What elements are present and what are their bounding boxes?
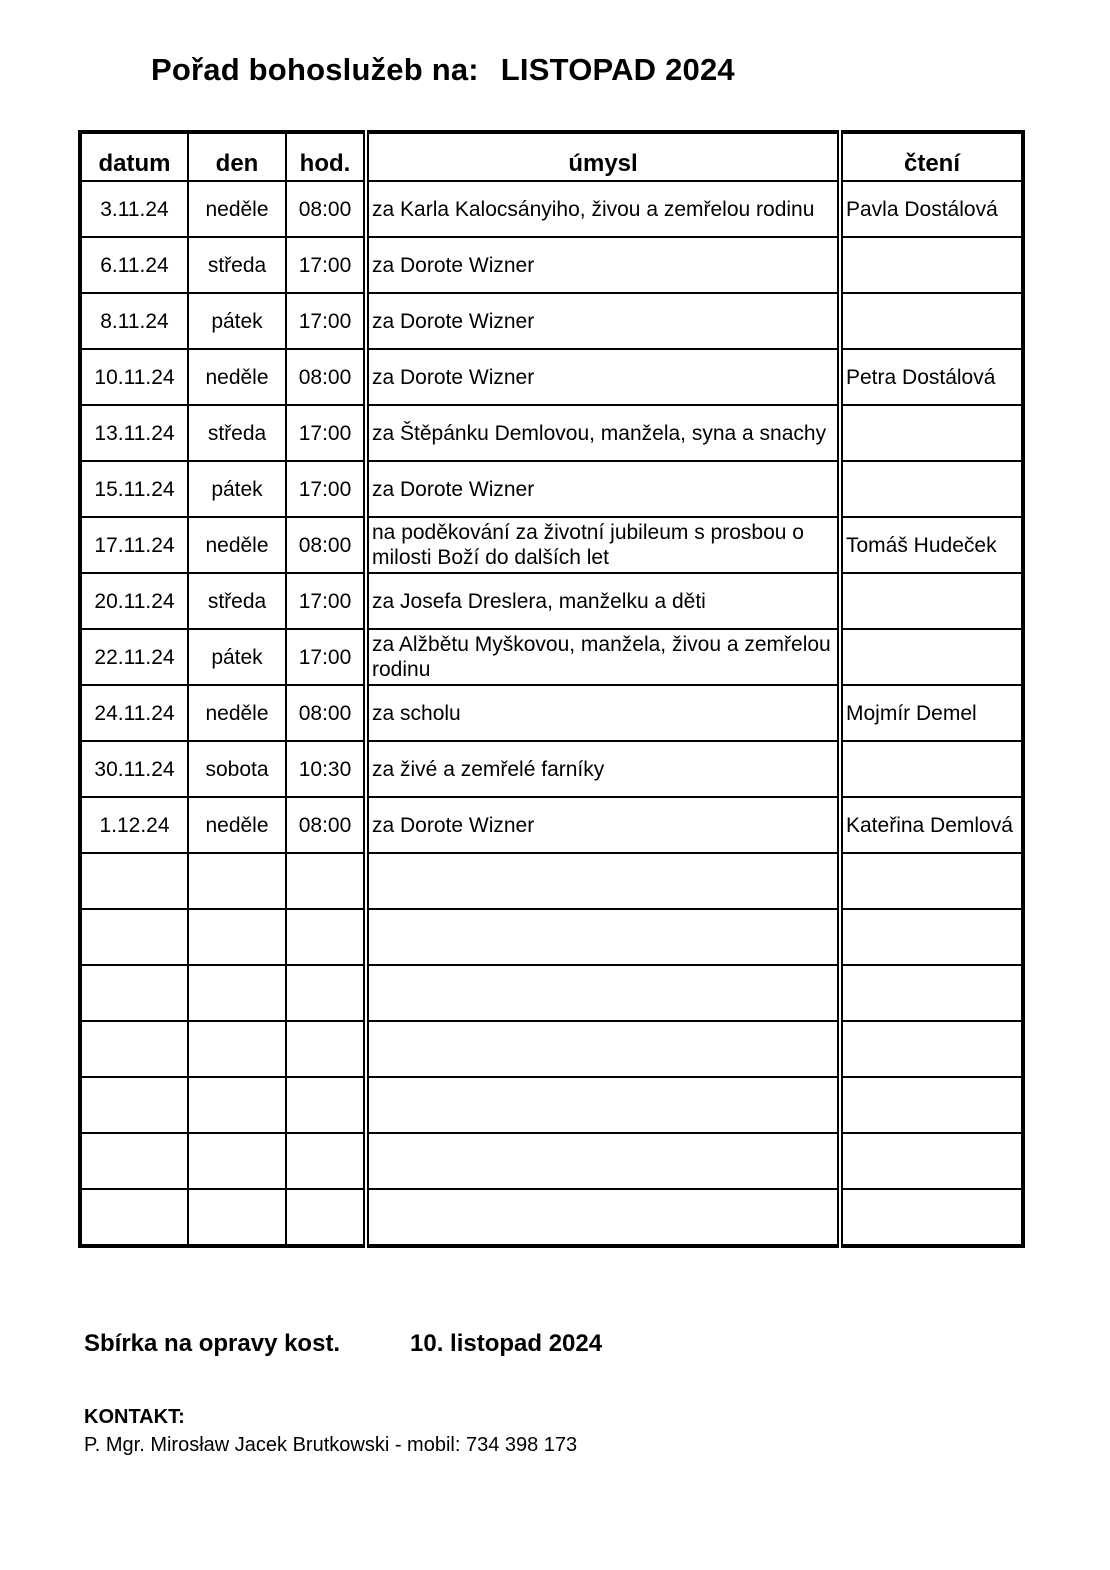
table-row	[80, 1189, 1023, 1246]
cell-day: neděle	[188, 797, 286, 853]
cell-reader	[840, 405, 1023, 461]
cell-time: 17:00	[286, 293, 366, 349]
cell-day	[188, 1189, 286, 1246]
cell-reader: Kateřina Demlová	[840, 797, 1023, 853]
cell-reader	[840, 1021, 1023, 1077]
column-header-cteni: čtení	[840, 132, 1023, 181]
cell-time: 10:30	[286, 741, 366, 797]
page-title	[151, 52, 735, 88]
cell-day	[188, 853, 286, 909]
cell-date	[80, 909, 188, 965]
schedule-table	[78, 130, 1025, 1248]
title-month: LISTOPAD 2024	[500, 52, 735, 87]
cell-date: 15.11.24	[80, 461, 188, 517]
cell-intent	[366, 909, 840, 965]
cell-intent: na poděkování za životní jubileum s prosbou o milosti Boží do dalších let	[366, 517, 840, 573]
cell-date	[80, 1189, 188, 1246]
cell-day	[188, 1077, 286, 1133]
cell-intent: za živé a zemřelé farníky	[366, 741, 840, 797]
cell-reader: Tomáš Hudeček	[840, 517, 1023, 573]
cell-time	[286, 1021, 366, 1077]
cell-reader	[840, 1189, 1023, 1246]
cell-reader	[840, 293, 1023, 349]
cell-reader	[840, 1077, 1023, 1133]
cell-intent: za Štěpánku Demlovou, manžela, syna a snachy	[366, 405, 840, 461]
cell-reader	[840, 741, 1023, 797]
table-row	[80, 1077, 1023, 1133]
cell-reader	[840, 237, 1023, 293]
cell-time: 17:00	[286, 573, 366, 629]
cell-intent	[366, 1189, 840, 1246]
cell-day: neděle	[188, 181, 286, 237]
cell-intent	[366, 1133, 840, 1189]
title-prefix: Pořad bohoslužeb na:	[151, 52, 479, 87]
cell-intent	[366, 1021, 840, 1077]
cell-day: neděle	[188, 685, 286, 741]
cell-time	[286, 965, 366, 1021]
cell-reader: Mojmír Demel	[840, 685, 1023, 741]
cell-date: 24.11.24	[80, 685, 188, 741]
cell-time: 17:00	[286, 629, 366, 685]
cell-reader	[840, 573, 1023, 629]
cell-day	[188, 1133, 286, 1189]
cell-date	[80, 853, 188, 909]
cell-day: středa	[188, 573, 286, 629]
cell-day: pátek	[188, 629, 286, 685]
cell-intent: za Dorote Wizner	[366, 237, 840, 293]
cell-reader	[840, 461, 1023, 517]
cell-intent: za Dorote Wizner	[366, 797, 840, 853]
contact-heading: KONTAKT:	[84, 1406, 185, 1428]
table-row	[80, 909, 1023, 965]
cell-date: 6.11.24	[80, 237, 188, 293]
cell-date: 20.11.24	[80, 573, 188, 629]
table-row	[80, 293, 1023, 349]
cell-time: 08:00	[286, 181, 366, 237]
cell-intent: za scholu	[366, 685, 840, 741]
table-row	[80, 461, 1023, 517]
cell-day: středa	[188, 237, 286, 293]
cell-date: 30.11.24	[80, 741, 188, 797]
cell-time	[286, 1189, 366, 1246]
cell-date: 1.12.24	[80, 797, 188, 853]
cell-reader: Petra Dostálová	[840, 349, 1023, 405]
cell-intent: za Dorote Wizner	[366, 461, 840, 517]
table-row	[80, 853, 1023, 909]
column-header-hod: hod.	[286, 132, 366, 181]
cell-time: 08:00	[286, 349, 366, 405]
table-row	[80, 1021, 1023, 1077]
collection-date: 10. listopad 2024	[410, 1330, 603, 1357]
cell-date: 13.11.24	[80, 405, 188, 461]
cell-reader	[840, 853, 1023, 909]
cell-time: 17:00	[286, 461, 366, 517]
collection-notice	[84, 1330, 603, 1358]
contact-line: P. Mgr. Mirosław Jacek Brutkowski - mobil: 734 398 173	[84, 1434, 578, 1456]
cell-time: 17:00	[286, 405, 366, 461]
header-row	[80, 132, 1023, 181]
cell-reader: Pavla Dostálová	[840, 181, 1023, 237]
cell-day	[188, 909, 286, 965]
table-row	[80, 517, 1023, 573]
cell-date	[80, 965, 188, 1021]
table-row	[80, 797, 1023, 853]
column-header-umysl: úmysl	[366, 132, 840, 181]
cell-reader	[840, 629, 1023, 685]
cell-time	[286, 909, 366, 965]
cell-date: 3.11.24	[80, 181, 188, 237]
cell-day: pátek	[188, 293, 286, 349]
cell-day	[188, 1021, 286, 1077]
cell-time	[286, 853, 366, 909]
cell-day: pátek	[188, 461, 286, 517]
table-row	[80, 573, 1023, 629]
cell-time: 08:00	[286, 517, 366, 573]
cell-time	[286, 1077, 366, 1133]
collection-label: Sbírka na opravy kost.	[84, 1330, 341, 1357]
cell-intent: za Alžbětu Myškovou, manžela, živou a zemřelou rodinu	[366, 629, 840, 685]
cell-day: sobota	[188, 741, 286, 797]
cell-intent: za Dorote Wizner	[366, 293, 840, 349]
table-row	[80, 629, 1023, 685]
cell-time: 08:00	[286, 685, 366, 741]
cell-day	[188, 965, 286, 1021]
cell-date	[80, 1133, 188, 1189]
cell-intent	[366, 1077, 840, 1133]
cell-intent: za Josefa Dreslera, manželku a děti	[366, 573, 840, 629]
table-row	[80, 685, 1023, 741]
cell-time: 17:00	[286, 237, 366, 293]
table-row	[80, 965, 1023, 1021]
cell-date	[80, 1021, 188, 1077]
cell-day: středa	[188, 405, 286, 461]
cell-date: 22.11.24	[80, 629, 188, 685]
cell-intent	[366, 965, 840, 1021]
cell-day: neděle	[188, 349, 286, 405]
cell-date: 8.11.24	[80, 293, 188, 349]
table-row	[80, 405, 1023, 461]
table-row	[80, 349, 1023, 405]
cell-reader	[840, 965, 1023, 1021]
cell-date	[80, 1077, 188, 1133]
table-row	[80, 181, 1023, 237]
cell-intent	[366, 853, 840, 909]
column-header-datum: datum	[80, 132, 188, 181]
table-row	[80, 1133, 1023, 1189]
cell-date: 10.11.24	[80, 349, 188, 405]
column-header-den: den	[188, 132, 286, 181]
cell-intent: za Karla Kalocsányiho, živou a zemřelou rodinu	[366, 181, 840, 237]
cell-time	[286, 1133, 366, 1189]
cell-time: 08:00	[286, 797, 366, 853]
table-row	[80, 741, 1023, 797]
cell-intent: za Dorote Wizner	[366, 349, 840, 405]
cell-reader	[840, 909, 1023, 965]
cell-reader	[840, 1133, 1023, 1189]
table-row	[80, 237, 1023, 293]
cell-date: 17.11.24	[80, 517, 188, 573]
cell-day: neděle	[188, 517, 286, 573]
